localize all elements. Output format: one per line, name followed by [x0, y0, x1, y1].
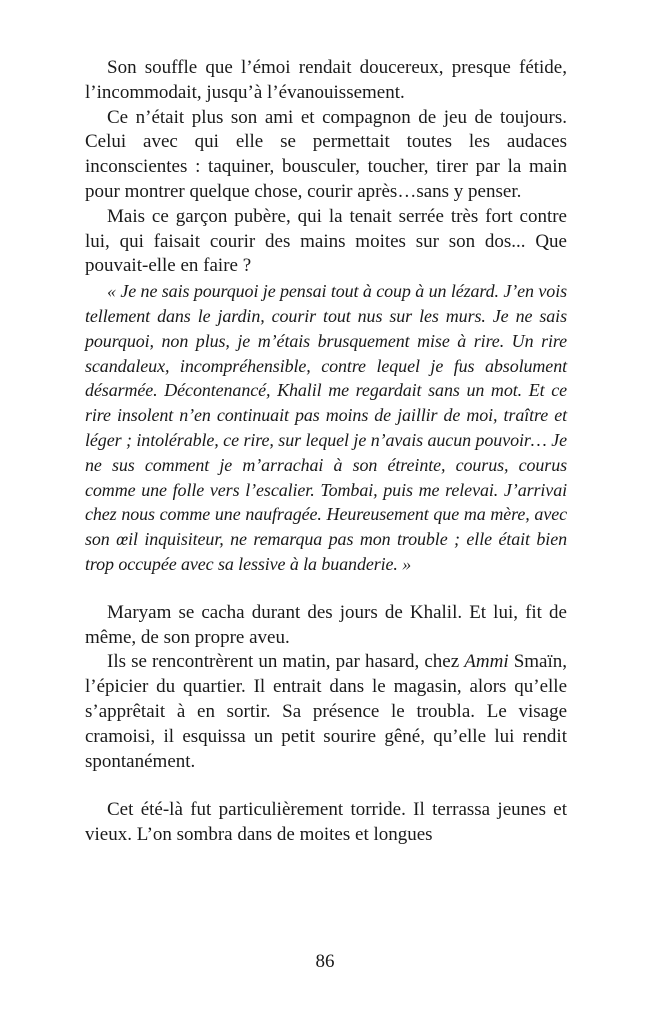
paragraph-summer: Cet été-là fut particulièrement torride. Il terrassa jeunes et vieux. L’on sombra dans de moites et longues — [85, 799, 567, 846]
emphasis-ammi: Ammi — [464, 651, 509, 673]
section-break — [85, 577, 567, 601]
meeting-text-before: Ils se rencontrèrent un matin, par hasard, chez — [107, 651, 465, 673]
section-break — [85, 774, 567, 798]
page-number: 86 — [315, 951, 335, 972]
paragraph-quoted-memory: « Je ne sais pourquoi je pensai tout à coup à un lézard. J’en vois tellement dans le jardin, courir tout nus sur les murs. Je ne sais pourquoi, non plus, je m’étais brusquement mise à rire. Un rire scandaleux, incompréhensible, contre lequel je fus absolument désarmée. Décontenancé, Khalil me regardait sans un mot. Et ce rire insolent n’en continuait pas moins de jaillir de moi, traître et léger ; intolérable, ce rire, sur lequel je n’avais aucun pouvoir… Je ne sus comment je m’arrachai à son étreinte, courus, courus comme une folle vers l’escalier. Tombai, puis me relevai. J’arrivai chez nous comme une naufragée. Heureusement que ma mère, avec son œil inquisiteur, ne remarqua pas mon trouble ; elle était bien trop occupée avec sa lessive à la buanderie. » — [85, 281, 567, 574]
meeting-text-after: Smaïn, l’épicier du quartier. Il entrait dans le magasin, alors qu’elle s’apprêtait à en sortir. Sa présence le troubla. Le visage cramoisi, il esquissa un petit sourire gêné, qu’elle lui rendit spontanément. — [85, 651, 567, 772]
paragraph-hiding: Maryam se cacha durant des jours de Khalil. Et lui, fit de même, de son propre aveu. — [85, 601, 567, 648]
paragraph-meeting — [85, 650, 567, 774]
paragraph-friend: Ce n’était plus son ami et compagnon de jeu de toujours. Celui avec qui elle se permettait toutes les audaces inconscientes : taquiner, bousculer, toucher, tirer par la main pour montrer quelque chose, courir après…sans y penser. — [85, 106, 567, 202]
page-body — [85, 56, 567, 848]
paragraph-pubescent-boy: Mais ce garçon pubère, qui la tenait serrée très fort contre lui, qui faisait courir des mains moites sur son dos... Que pouvait-elle en faire ? — [85, 205, 567, 277]
paragraph-breath: Son souffle que l’émoi rendait doucereux, presque fétide, l’incommodait, jusqu’à l’évanouissement. — [85, 57, 567, 103]
